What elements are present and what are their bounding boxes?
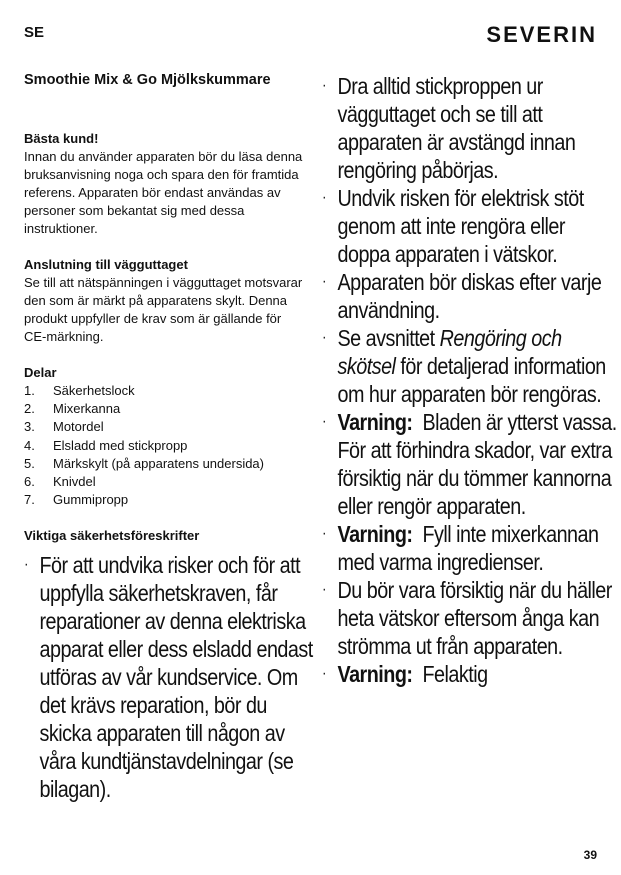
connection-heading: Anslutning till vägguttaget [24,257,188,272]
part-number: 5. [24,455,35,471]
part-label: Knivdel [53,474,96,490]
parts-list [24,382,304,509]
list-item [24,400,304,418]
left-column [24,72,313,803]
part-number: 1. [24,383,35,398]
bullet-icon: · [322,329,327,346]
list-item [322,520,617,576]
bullet-icon: · [322,413,327,430]
bullet-icon: · [322,77,327,94]
intro-heading: Bästa kund! [24,131,99,146]
safety-text-post: för detaljerad information om hur apparaten bör rengöras. [337,353,606,407]
list-item [322,184,617,268]
safety-text: Dra alltid stickproppen ur vägguttaget och se till att apparaten är avstängd innan rengöring påbörjas. [337,73,576,183]
part-number: 4. [24,437,35,453]
safety-list-right [322,72,617,688]
safety-text: Apparaten bör diskas efter varje användning. [337,269,602,323]
safety-text-pre: Se avsnittet [337,325,440,351]
safety-list-left [24,551,313,803]
list-item [322,576,617,660]
list-item [24,491,304,509]
safety-heading: Viktiga säkerhetsföreskrifter [24,528,200,544]
parts-section [24,364,304,509]
bullet-icon: · [322,273,327,290]
safety-text: Fyll inte mixerkannan med varma ingredienser. [337,521,599,575]
safety-text: Undvik risken för elektrisk stöt genom att inte rengöra eller doppa apparaten i vätskor. [337,185,584,267]
safety-text: Du bör vara försiktig när du häller heta vätskor eftersom ånga kan strömma ut från apparaten. [337,577,612,659]
part-label: Gummipropp [53,492,129,508]
connection-text: Se till att nätspänningen i vägguttaget motsvarar den som är märkt på apparatens skylt. Denna produkt uppfyller de krav som är gällande för CE-märkning. [24,275,303,344]
severin-logo: SEVERIN [486,22,597,47]
part-number: 3. [24,419,35,435]
safety-text: Felaktig [422,661,488,687]
list-item [322,408,617,520]
page-number: 39 [583,848,597,862]
list-item [24,382,304,400]
part-label: Säkerhetslock [53,383,135,398]
safety-text: Bladen är ytterst vassa. För att förhindra skador, var extra försiktig när du tömmer kannorna eller rengör apparaten. [337,409,617,519]
warning-label: Varning: [337,409,413,435]
list-item [322,72,617,184]
part-label: Elsladd med stickpropp [53,437,188,453]
list-item [322,268,617,324]
part-label: Mixerkanna [53,401,121,417]
part-number: 6. [24,474,35,490]
part-label: Motordel [53,419,104,435]
warning-label: Varning: [337,521,413,547]
intro-section [24,130,304,238]
language-code: SE [24,24,45,41]
list-item [24,455,304,473]
connection-section [24,256,304,346]
bullet-icon: · [322,525,327,542]
product-title: Smoothie Mix & Go Mjölkskummare [24,72,271,88]
right-column [322,72,617,688]
section-reference: Rengöring och skötsel [337,325,562,379]
list-item [322,324,617,408]
bullet-icon: · [322,189,327,206]
bullet-icon: · [24,556,29,574]
safety-section [24,527,313,803]
part-number: 2. [24,401,35,417]
intro-text: Innan du använder apparaten bör du läsa denna bruksanvisning noga och spara den för framtida referens. Apparaten bör endast användas av personer som bekantat sig med dessa instruktioner. [24,149,303,236]
list-item [24,473,304,491]
bullet-icon: · [322,581,327,598]
bullet-icon: · [322,665,327,682]
part-number: 7. [24,492,35,508]
list-item [24,437,304,455]
parts-heading: Delar [24,365,57,380]
part-label: Märkskylt (på apparatens undersida) [53,455,264,471]
list-item [322,660,617,688]
list-item [24,551,319,803]
safety-text: För att undvika risker och för att uppfylla säkerhetskraven, får reparationer av denna elektriska apparat eller dess elsladd endast utföras av vår kundservice. Om det krävs reparation, bör du skicka apparaten till någon av våra kundtjänstavdelningar (se bilagan). [39,552,313,803]
warning-label: Varning: [337,661,413,687]
list-item [24,418,304,436]
